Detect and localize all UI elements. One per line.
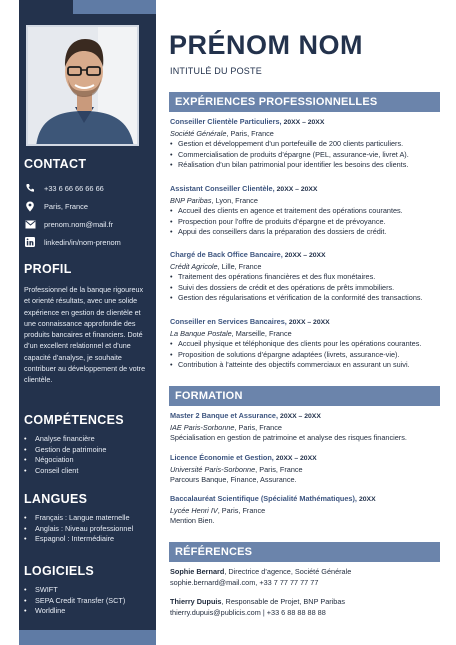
contact-linkedin-text: linkedin/in/nom-prenom xyxy=(44,237,121,247)
job-entry-place: , Lille, France xyxy=(217,261,262,271)
degree-title: Master 2 Banque et Assurance, xyxy=(170,411,279,420)
languages-title: LANGUES xyxy=(24,492,88,506)
references-heading: RÉFÉRENCES xyxy=(169,542,440,562)
person-name: PRÉNOM NOM xyxy=(169,30,363,60)
reference-name: Sophie Bernard xyxy=(170,567,225,576)
degree-dates: 20XX – 20XX xyxy=(275,455,317,462)
job-entry-title: Conseiller Clientèle Particuliers, xyxy=(170,117,282,126)
experience-entry xyxy=(170,184,442,238)
software-item: • SWIFT xyxy=(24,585,152,596)
skills-title: COMPÉTENCES xyxy=(24,413,124,427)
reference-entry xyxy=(170,567,442,588)
school-name: Université Paris-Sorbonne xyxy=(170,464,256,474)
experience-entry xyxy=(170,250,442,304)
job-entry-place: , Marseille, France xyxy=(231,328,292,338)
reference-role: , Responsable de Projet, BNP Paribas xyxy=(221,597,346,606)
profile-photo xyxy=(26,25,139,146)
reference-name: Thierry Dupuis xyxy=(170,597,222,606)
degree-title: Baccalauréat Scientifique (Spécialité Mathématiques), xyxy=(170,494,357,503)
language-item: • Anglais : Niveau professionnel xyxy=(24,524,152,535)
job-bullet: • Gestion et développement d’un portefeuille de 200 clients particuliers. xyxy=(170,139,442,150)
job-bullet: • Prospection pour l’offre de produits d’épargne et de prévoyance. xyxy=(170,217,442,228)
contact-section xyxy=(24,157,152,251)
degree-description: Mention Bien. xyxy=(170,516,215,525)
software-item: • Worldline xyxy=(24,606,152,617)
education-entry xyxy=(170,453,442,486)
job-entry-dates: 20XX – 20XX xyxy=(284,252,326,259)
job-bullet: • Traitement des opérations financières et des flux monétaires. xyxy=(170,272,442,283)
profile-section xyxy=(24,262,152,386)
profile-title: PROFIL xyxy=(24,262,72,276)
experience-heading: EXPÉRIENCES PROFESSIONNELLES xyxy=(169,92,440,112)
education-heading: FORMATION xyxy=(169,386,440,406)
school-name: Lycée Henri IV xyxy=(170,505,218,515)
school-place: , Paris, France xyxy=(255,464,303,474)
contact-location-text: Paris, France xyxy=(44,201,88,211)
job-entry-title: Chargé de Back Office Bancaire, xyxy=(170,250,283,259)
education-entry xyxy=(170,411,442,444)
job-entry-title: Assistant Conseiller Clientèle, xyxy=(170,184,275,193)
job-entry-org: La Banque Postale xyxy=(170,328,232,338)
job-bullet: • Commercialisation de produits d’épargne (PEL, assurance-vie, livret A). xyxy=(170,150,442,161)
sidebar-bottom-accent xyxy=(19,630,156,645)
reference-role: , Directrice d’agence, Société Générale xyxy=(224,567,352,576)
page-margin xyxy=(0,0,19,645)
job-bullet: • Proposition de solutions d’épargne adaptées (livrets, assurance-vie). xyxy=(170,350,442,361)
degree-dates: 20XX – 20XX xyxy=(280,413,321,420)
job-entry-org: Crédit Agricole xyxy=(170,261,218,271)
job-entry-place: , Lyon, France xyxy=(211,195,258,205)
job-bullet: • Contribution à l’atteinte des objectifs commerciaux en assurant un suivi. xyxy=(170,360,442,371)
skill-item: • Analyse financière xyxy=(24,434,152,445)
job-bullet: • Accueil des clients en agence et traitement des opérations courantes. xyxy=(170,206,442,217)
language-item: • Français : Langue maternelle xyxy=(24,513,152,524)
job-bullet: • Accueil physique et téléphonique des clients pour les opérations courantes. xyxy=(170,339,442,350)
skills-section xyxy=(24,413,152,476)
job-entry-org: BNP Paribas xyxy=(170,195,212,205)
job-entry-dates: 20XX – 20XX xyxy=(283,119,325,126)
contact-email[interactable] xyxy=(24,215,152,233)
education-entry xyxy=(170,494,442,527)
degree-description: Spécialisation en gestion de patrimoine et analyse des risques financiers. xyxy=(170,433,407,442)
reference-contact: sophie.bernard@mail.com, +33 7 77 77 77 77 xyxy=(170,577,319,587)
job-entry-dates: 20XX – 20XX xyxy=(288,319,330,326)
job-bullet: • Gestion des régularisations et vérification de la conformité des transactions. xyxy=(170,293,442,304)
software-title: LOGICIELS xyxy=(24,564,95,578)
skill-item: • Conseil client xyxy=(24,466,152,477)
reference-contact: thierry.dupuis@publicis.com | +33 6 88 88 88 88 xyxy=(170,607,326,617)
job-entry-org: Société Générale xyxy=(170,128,227,138)
reference-entry xyxy=(170,597,442,618)
school-name: IAE Paris-Sorbonne xyxy=(170,422,235,432)
experience-entry xyxy=(170,317,442,371)
skill-item: • Gestion de patrimoine xyxy=(24,445,152,456)
experience-entry xyxy=(170,117,442,171)
degree-dates: 20XX xyxy=(358,496,376,503)
school-place: , Paris, France xyxy=(217,505,266,515)
job-entry-title: Conseiller en Services Bancaires, xyxy=(170,317,287,326)
contact-title: CONTACT xyxy=(24,157,87,171)
skill-item: • Négociation xyxy=(24,455,152,466)
sidebar-accent-bar xyxy=(73,0,156,14)
person-photo-icon xyxy=(28,27,139,146)
job-entry-place: , Paris, France xyxy=(226,128,274,138)
contact-phone xyxy=(24,179,152,197)
degree-title: Licence Économie et Gestion, xyxy=(170,453,274,462)
job-title: INTITULÉ DU POSTE xyxy=(170,66,262,76)
email-icon xyxy=(24,218,36,230)
contact-linkedin[interactable] xyxy=(24,233,152,251)
contact-location xyxy=(24,197,152,215)
school-place: , Paris, France xyxy=(234,422,282,432)
linkedin-icon xyxy=(24,236,36,248)
phone-icon xyxy=(24,182,36,194)
contact-email-text: prenom.nom@mail.fr xyxy=(44,219,114,229)
contact-phone-text: +33 6 66 66 66 66 xyxy=(44,183,104,193)
job-entry-dates: 20XX – 20XX xyxy=(276,186,318,193)
software-item: • SEPA Credit Transfer (SCT) xyxy=(24,596,152,607)
location-pin-icon xyxy=(24,200,36,212)
language-item: • Espagnol : Intermédiaire xyxy=(24,534,152,545)
degree-description: Parcours Banque, Finance, Assurance. xyxy=(170,475,297,484)
profile-text: Professionnel de la banque rigoureux et orienté résultats, avec une solide expérience en gestion de clientèle et une connaissance approfondie des produits bancaires et financiers. Doté d’un excellent relationnel et d’une capacité d’analyse, je souhaite contribuer au développement de votre clientèle. xyxy=(24,285,146,385)
languages-section xyxy=(24,492,152,545)
job-bullet: • Réalisation d’un bilan patrimonial pour identifier les besoins des clients. xyxy=(170,160,442,171)
software-section xyxy=(24,564,152,617)
job-bullet: • Suivi des dossiers de crédit et des opérations de prêts immobiliers. xyxy=(170,283,442,294)
job-bullet: • Appui des conseillers dans la préparation des dossiers de crédit. xyxy=(170,227,442,238)
